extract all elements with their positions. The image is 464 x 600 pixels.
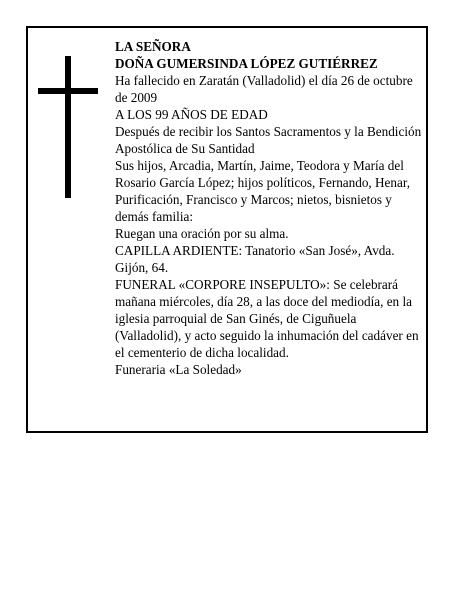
sacraments-statement: Después de recibir los Santos Sacramentos y la Bendición Apostólica de Su Santidad [115,124,422,156]
funeral-home: Funeraria «La Soledad» [115,362,242,377]
obituary-heading: LA SEÑORA [115,39,191,54]
obituary-frame [26,26,428,433]
age-statement: A LOS 99 AÑOS DE EDAD [115,107,268,122]
prayer-request: Ruegan una oración por su alma. [115,226,289,241]
cross-horizontal-bar [38,88,98,94]
family-statement: Sus hijos, Arcadia, Martín, Jaime, Teodora y María del Rosario García López; hijos políticos, Fernando, Henar, Purificación, Francisco y Marcos; nietos, bisnietos y demás familia: [115,158,411,224]
cross-vertical-bar [65,56,71,198]
deceased-name: DOÑA GUMERSINDA LÓPEZ GUTIÉRREZ [115,56,378,71]
death-statement: Ha fallecido en Zaratán (Valladolid) el día 26 de octubre de 2009 [115,73,413,105]
chapel-info: CAPILLA ARDIENTE: Tanatorio «San José», Avda. Gijón, 64. [115,243,395,275]
cross-icon [38,56,98,198]
funeral-info: FUNERAL «CORPORE INSEPULTO»: Se celebrará mañana miércoles, día 28, a las doce del mediodía, en la iglesia parroquial de San Ginés, de Ciguñuela (Valladolid), y acto seguido la inhumación del cadáver en el cementerio de dicha localidad. [115,277,419,360]
obituary-text [115,38,423,378]
